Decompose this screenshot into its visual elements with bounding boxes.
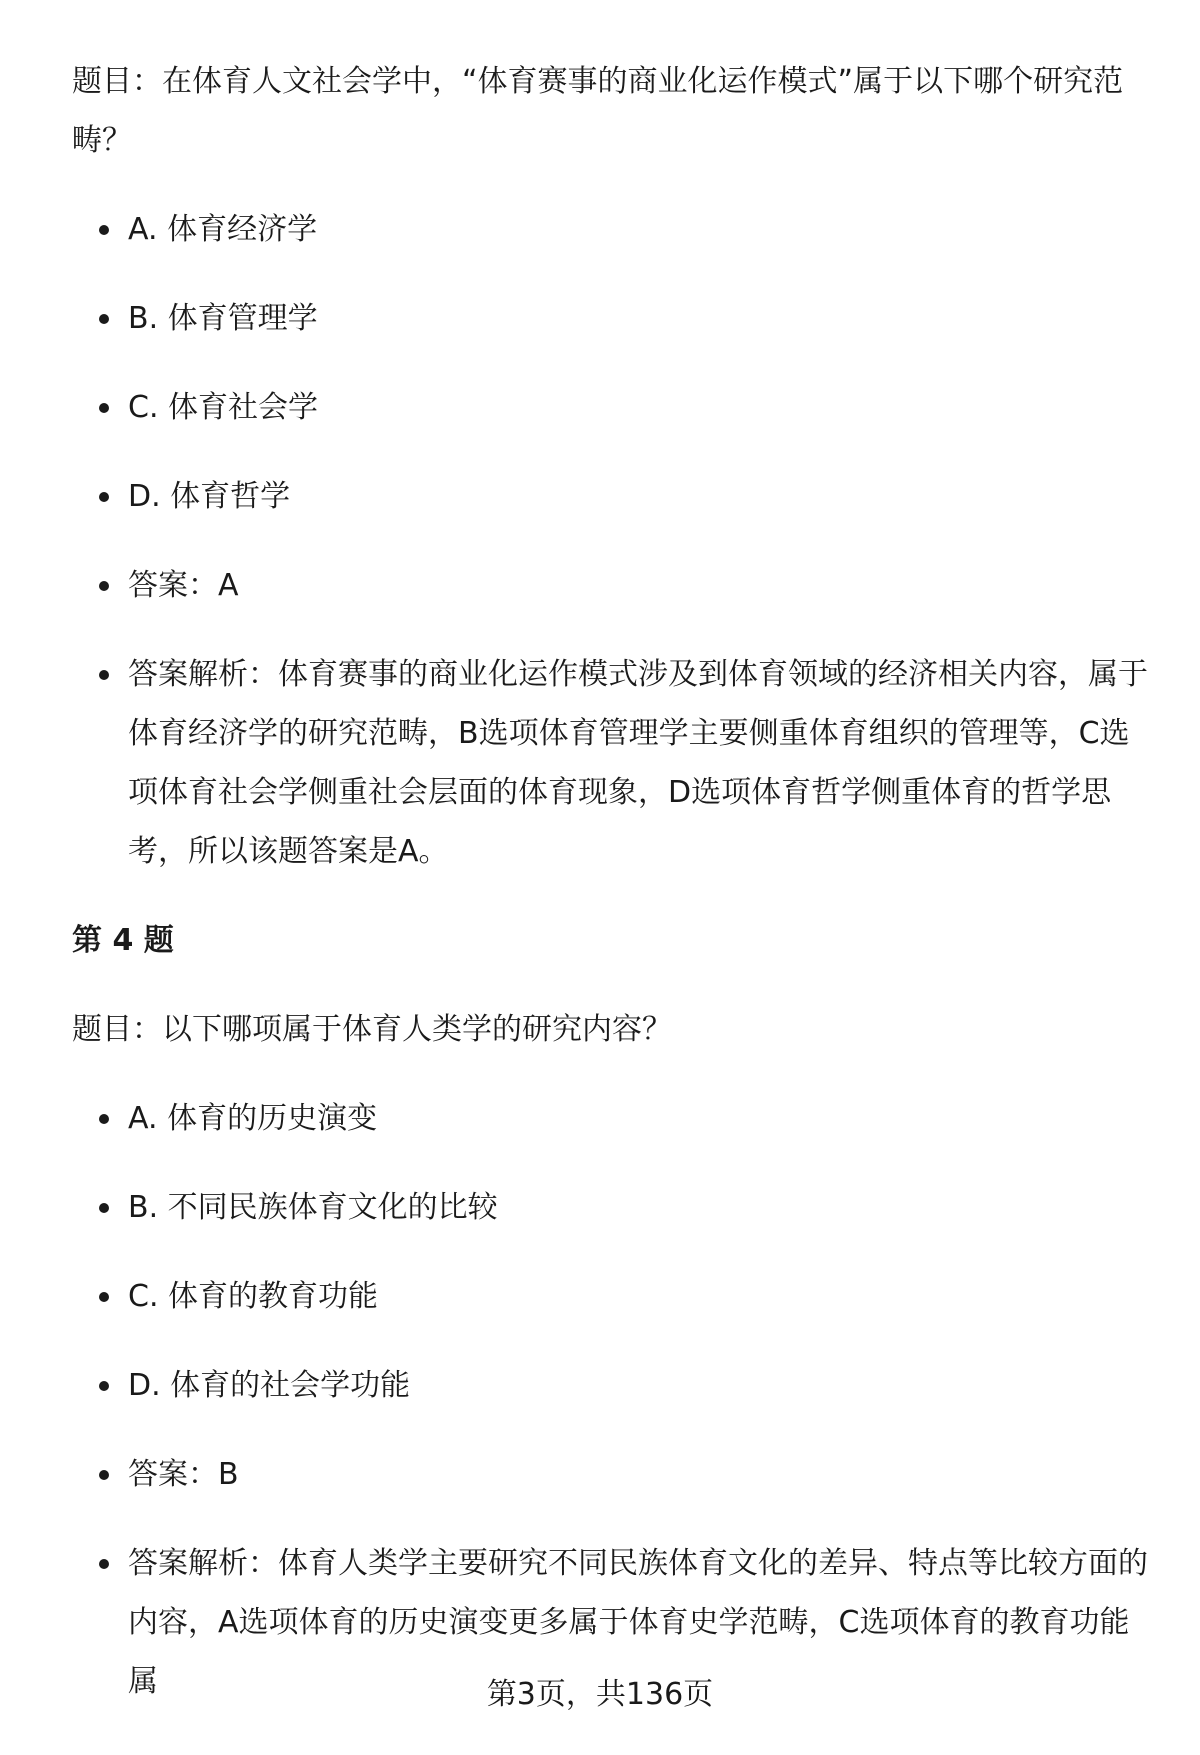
question-4-option-d: D. 体育的社会学功能 [72, 1356, 1152, 1415]
question-3-answer: 答案：A [72, 556, 1152, 615]
question-4-stem: 题目：以下哪项属于体育人类学的研究内容？ [72, 1012, 672, 1047]
question-4-explanation: 答案解析：体育人类学主要研究不同民族体育文化的差异、特点等比较方面的内容，A选项体育的历史演变更多属于体育史学范畴，C选项体育的教育功能属 [72, 1534, 1152, 1711]
question-3-option-c: C. 体育社会学 [72, 378, 1152, 437]
page-footer: 第3页，共136页 [486, 1677, 714, 1712]
question-4-answer: 答案：B [72, 1445, 1152, 1504]
question-3-explanation: 答案解析：体育赛事的商业化运作模式涉及到体育领域的经济相关内容，属于体育经济学的研究范畴，B选项体育管理学主要侧重体育组织的管理等，C选项体育社会学侧重社会层面的体育现象，D选项体育哲学侧重体育的哲学思考，所以该题答案是A。 [72, 645, 1152, 881]
question-3-option-b: B. 体育管理学 [72, 289, 1152, 348]
question-3-options [72, 200, 1152, 881]
question-4-options [72, 1089, 1152, 1711]
question-4-heading: 第 4 题 [72, 923, 174, 958]
page-content [72, 52, 1152, 1741]
question-3-option-a: A. 体育经济学 [72, 200, 1152, 259]
question-3-stem: 题目：在体育人文社会学中，“体育赛事的商业化运作模式”属于以下哪个研究范畴？ [72, 64, 1124, 158]
question-4-option-a: A. 体育的历史演变 [72, 1089, 1152, 1148]
question-4-option-b: B. 不同民族体育文化的比较 [72, 1178, 1152, 1237]
question-3-option-d: D. 体育哲学 [72, 467, 1152, 526]
question-4-option-c: C. 体育的教育功能 [72, 1267, 1152, 1326]
